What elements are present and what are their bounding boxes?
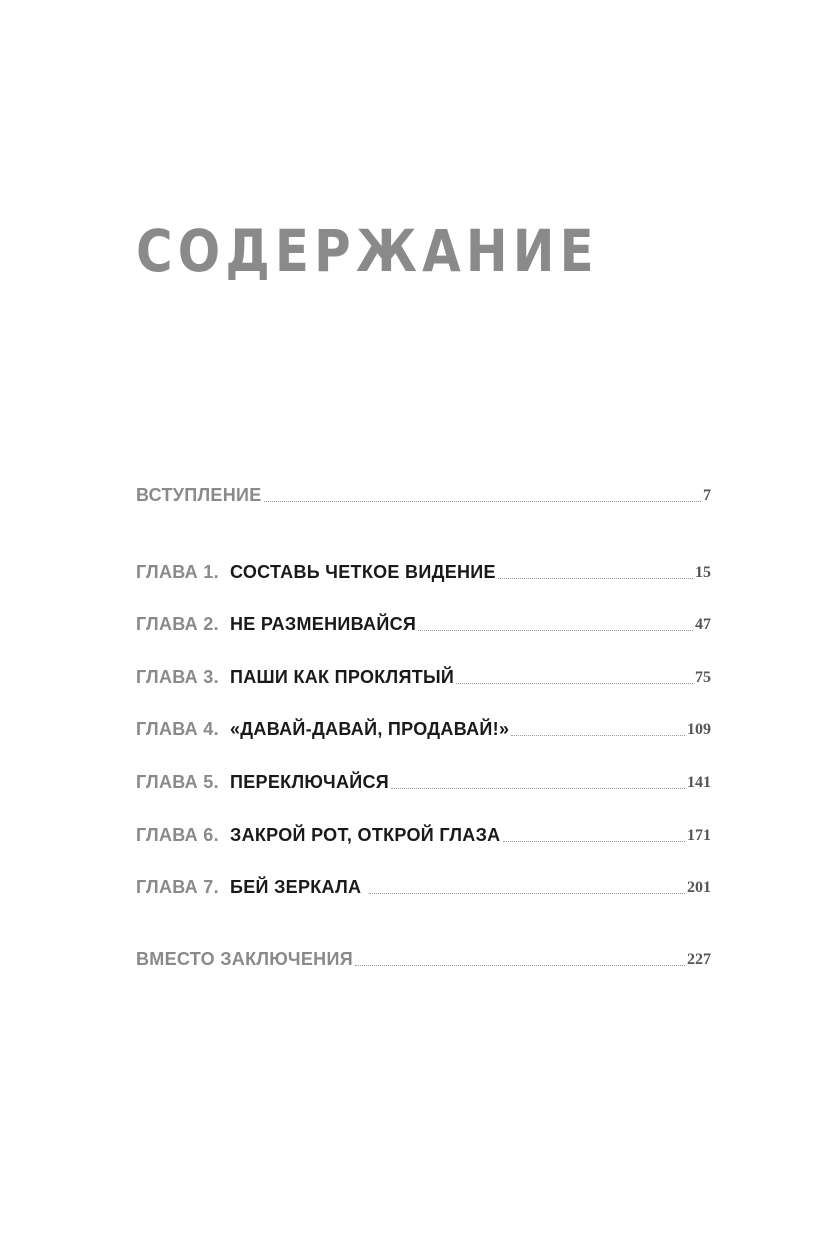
chapter-title: НЕ РАЗМЕНИВАЙСЯ: [230, 614, 417, 634]
toc-page-number: 109: [687, 721, 711, 738]
toc-entry-chapter-1[interactable]: [136, 553, 711, 581]
toc-entry-chapter-7[interactable]: [136, 868, 711, 896]
dot-leader: [264, 500, 701, 502]
toc-page-number: 75: [695, 669, 711, 686]
dot-leader: [511, 734, 685, 736]
toc-entry-chapter-4[interactable]: [136, 710, 711, 738]
toc-entry-intro[interactable]: [136, 476, 711, 504]
toc-page-number: 171: [687, 827, 711, 844]
toc-entry-title: ВСТУПЛЕНИЕ: [136, 485, 262, 505]
toc-page-number: 7: [703, 487, 711, 504]
dot-leader: [456, 682, 693, 684]
chapter-prefix: ГЛАВА 6.: [136, 825, 219, 845]
toc-page-number: 141: [687, 774, 711, 791]
dot-leader: [391, 787, 685, 789]
chapter-prefix: ГЛАВА 2.: [136, 614, 219, 634]
chapter-title: БЕЙ ЗЕРКАЛА: [230, 877, 362, 897]
chapter-prefix: ГЛАВА 4.: [136, 719, 219, 739]
chapter-title: ЗАКРОЙ РОТ, ОТКРОЙ ГЛАЗА: [230, 825, 501, 845]
dot-leader: [418, 629, 693, 631]
chapter-prefix: ГЛАВА 3.: [136, 667, 219, 687]
toc-page-number: 15: [695, 564, 711, 581]
dot-leader: [369, 892, 685, 894]
chapter-prefix: ГЛАВА 7.: [136, 877, 219, 897]
toc-page-number: 47: [695, 616, 711, 633]
chapter-prefix: ГЛАВА 5.: [136, 772, 219, 792]
toc-entry-conclusion[interactable]: [136, 940, 711, 968]
toc-page-number: 227: [687, 951, 711, 968]
dot-leader: [355, 964, 685, 966]
toc-entry-chapter-3[interactable]: [136, 658, 711, 686]
chapter-title: ПЕРЕКЛЮЧАЙСЯ: [230, 772, 390, 792]
dot-leader: [498, 577, 693, 579]
chapter-title: СОСТАВЬ ЧЕТКОЕ ВИДЕНИЕ: [230, 562, 496, 582]
page-title: СОДЕРЖАНИЕ: [136, 217, 599, 285]
chapter-title: «ДАВАЙ-ДАВАЙ, ПРОДАВАЙ!»: [230, 719, 510, 739]
toc-page-number: 201: [687, 879, 711, 896]
toc-entry-title: ВМЕСТО ЗАКЛЮЧЕНИЯ: [136, 949, 353, 969]
dot-leader: [503, 840, 686, 842]
chapter-prefix: ГЛАВА 1.: [136, 562, 219, 582]
toc-entry-chapter-6[interactable]: [136, 816, 711, 844]
chapter-title: ПАШИ КАК ПРОКЛЯТЫЙ: [230, 667, 455, 687]
toc-entry-chapter-2[interactable]: [136, 605, 711, 633]
toc-entry-chapter-5[interactable]: [136, 763, 711, 791]
